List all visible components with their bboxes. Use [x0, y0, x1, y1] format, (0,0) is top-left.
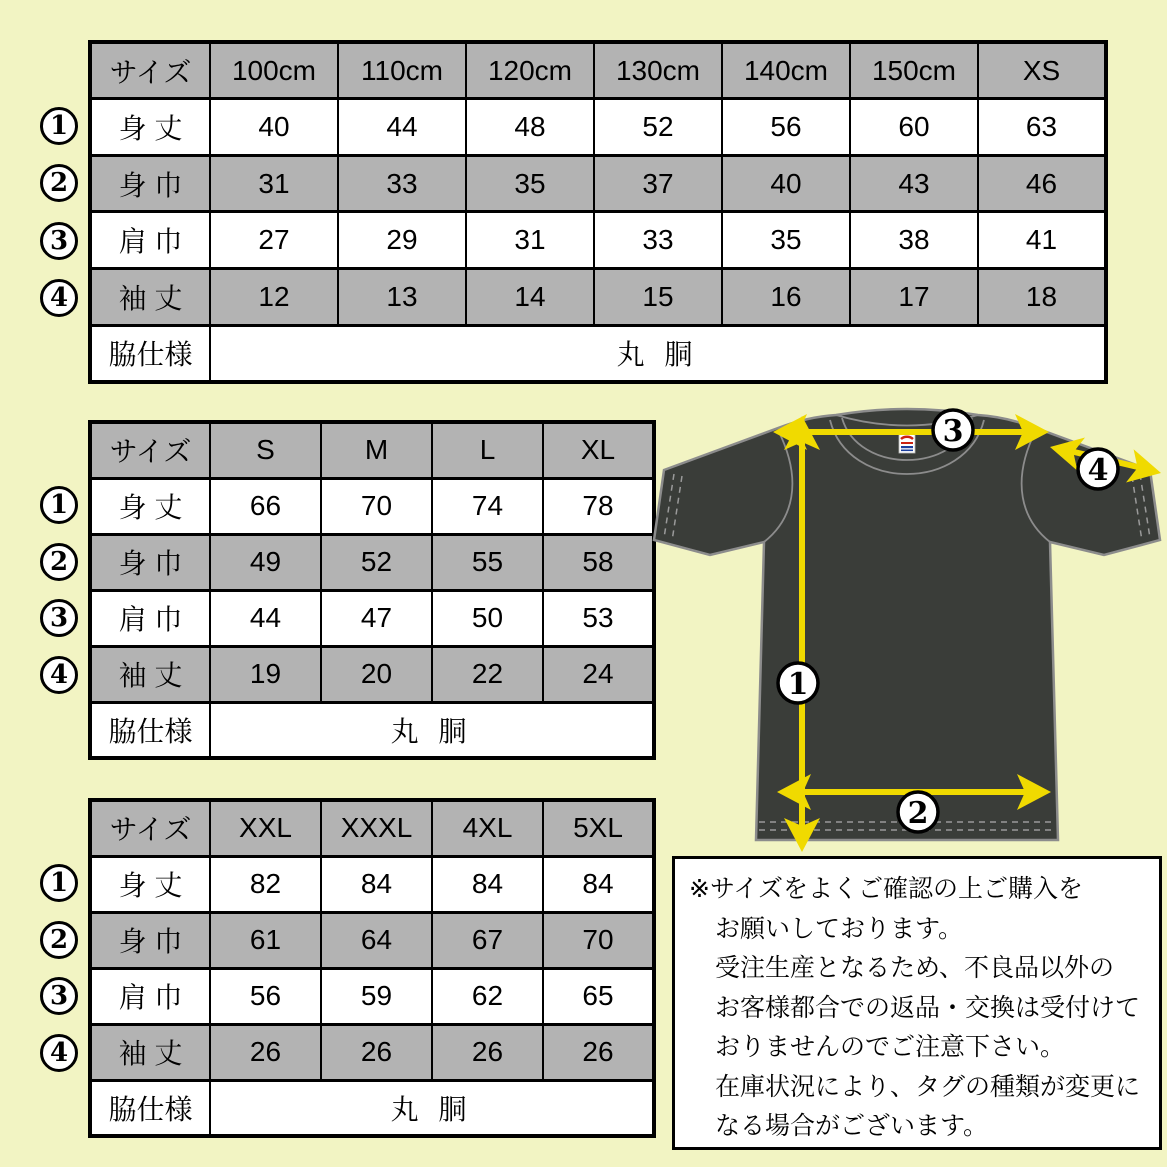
measure-value: 29: [338, 212, 466, 269]
measure-value: 19: [210, 646, 321, 702]
measure-value: 44: [210, 590, 321, 646]
row-marker-2: 2: [40, 543, 78, 581]
measure-value: 33: [594, 212, 722, 269]
notice-line: お客様都合での返品・交換は受付けて: [715, 993, 1141, 1022]
measure-row: [90, 912, 654, 968]
footer-label: 脇仕様: [90, 325, 210, 382]
size-column-header: XXL: [210, 800, 321, 856]
measure-value: 70: [321, 478, 432, 534]
diagram-marker-2: [898, 792, 938, 832]
measure-value: 26: [210, 1024, 321, 1080]
size-column-header: 130cm: [594, 42, 722, 99]
measure-value: 22: [432, 646, 543, 702]
measure-value: 47: [321, 590, 432, 646]
row-marker-4: 4: [40, 1034, 78, 1072]
size-column-header: XS: [978, 42, 1106, 99]
measure-value: 44: [338, 99, 466, 156]
size-column-header: XXXL: [321, 800, 432, 856]
measure-value: 24: [543, 646, 654, 702]
size-column-header: XL: [543, 422, 654, 478]
measure-value: 84: [432, 856, 543, 912]
row-marker-3: 3: [40, 222, 78, 260]
notice-line: お願いしております。: [715, 914, 964, 943]
diagram-marker-3: [933, 410, 973, 450]
footer-row: [90, 1080, 654, 1136]
measure-label: 身 巾: [90, 534, 210, 590]
notice-box: [672, 856, 1162, 1150]
notice-line: なる場合がございます。: [715, 1112, 989, 1140]
diagram-marker-1: [778, 663, 818, 703]
measure-value: 48: [466, 99, 594, 156]
footer-label: 脇仕様: [90, 1080, 210, 1136]
measure-value: 20: [321, 646, 432, 702]
measure-value: 62: [432, 968, 543, 1024]
measure-row: [90, 212, 1106, 269]
measure-value: 26: [321, 1024, 432, 1080]
measure-value: 16: [722, 269, 850, 326]
measure-value: 74: [432, 478, 543, 534]
measure-value: 70: [543, 912, 654, 968]
measure-value: 49: [210, 534, 321, 590]
measure-value: 55: [432, 534, 543, 590]
measure-value: 38: [850, 212, 978, 269]
measure-row: [90, 478, 654, 534]
size-column-header: 120cm: [466, 42, 594, 99]
notice-line: 受注生産となるため、不良品以外の: [715, 954, 1115, 982]
measure-row: [90, 856, 654, 912]
size-column-header: S: [210, 422, 321, 478]
size-table-adult: [88, 420, 656, 760]
svg-text:2: 2: [907, 796, 929, 831]
size-header: サイズ: [90, 800, 210, 856]
measure-row: [90, 646, 654, 702]
footer-row: [90, 702, 654, 758]
measure-value: 43: [850, 155, 978, 212]
measure-label: 肩 巾: [90, 968, 210, 1024]
measure-value: 63: [978, 99, 1106, 156]
measure-label: 肩 巾: [90, 590, 210, 646]
footer-value: 丸 胴: [210, 1080, 654, 1136]
measure-value: 60: [850, 99, 978, 156]
footer-row: [90, 325, 1106, 382]
measure-value: 12: [210, 269, 338, 326]
measure-value: 52: [321, 534, 432, 590]
big-size-table-block: [30, 798, 656, 1138]
measure-value: 84: [543, 856, 654, 912]
row-marker-2: 2: [40, 164, 78, 202]
notice-line: おりませんのでご注意下さい。: [715, 1033, 1066, 1061]
row-marker-4: 4: [40, 656, 78, 694]
measure-value: 40: [722, 155, 850, 212]
size-column-header: 4XL: [432, 800, 543, 856]
measure-value: 15: [594, 269, 722, 326]
row-markers-gutter: [30, 40, 88, 384]
svg-text:3: 3: [942, 414, 964, 449]
footer-value: 丸 胴: [210, 325, 1106, 382]
size-column-header: M: [321, 422, 432, 478]
row-marker-1: 1: [40, 107, 78, 145]
measure-value: 56: [722, 99, 850, 156]
measure-value: 78: [543, 478, 654, 534]
brand-tag-icon: [899, 434, 915, 453]
measure-value: 35: [722, 212, 850, 269]
measure-value: 37: [594, 155, 722, 212]
row-marker-3: 3: [40, 977, 78, 1015]
measure-label: 身 丈: [90, 856, 210, 912]
measure-row: [90, 1024, 654, 1080]
row-marker-1: 1: [40, 864, 78, 902]
row-marker-2: 2: [40, 921, 78, 959]
measure-value: 59: [321, 968, 432, 1024]
header-row: [90, 800, 654, 856]
measure-value: 40: [210, 99, 338, 156]
measure-value: 17: [850, 269, 978, 326]
size-header: サイズ: [90, 422, 210, 478]
measure-value: 67: [432, 912, 543, 968]
notice-line: ※サイズをよくご確認の上ご購入を: [689, 875, 1083, 903]
row-marker-1: 1: [40, 486, 78, 524]
size-column-header: 100cm: [210, 42, 338, 99]
svg-text:4: 4: [1087, 453, 1109, 488]
svg-text:1: 1: [787, 667, 809, 702]
measure-value: 18: [978, 269, 1106, 326]
header-row: [90, 42, 1106, 99]
size-column-header: 110cm: [338, 42, 466, 99]
measure-value: 61: [210, 912, 321, 968]
diagram-marker-4: [1078, 449, 1118, 489]
measure-value: 33: [338, 155, 466, 212]
tshirt-diagram: [652, 390, 1167, 868]
measure-label: 身 巾: [90, 912, 210, 968]
measure-value: 26: [543, 1024, 654, 1080]
measure-value: 82: [210, 856, 321, 912]
measure-value: 84: [321, 856, 432, 912]
measure-value: 31: [466, 212, 594, 269]
measure-label: 肩 巾: [90, 212, 210, 269]
measure-value: 50: [432, 590, 543, 646]
size-column-header: L: [432, 422, 543, 478]
measure-value: 58: [543, 534, 654, 590]
size-column-header: 5XL: [543, 800, 654, 856]
size-header: サイズ: [90, 42, 210, 99]
measure-label: 袖 丈: [90, 646, 210, 702]
measure-value: 35: [466, 155, 594, 212]
header-row: [90, 422, 654, 478]
size-column-header: 140cm: [722, 42, 850, 99]
row-marker-4: 4: [40, 279, 78, 317]
measure-label: 身 巾: [90, 155, 210, 212]
measure-value: 53: [543, 590, 654, 646]
measure-value: 56: [210, 968, 321, 1024]
measure-label: 身 丈: [90, 99, 210, 156]
row-markers-gutter: [30, 420, 88, 760]
measure-value: 13: [338, 269, 466, 326]
row-marker-3: 3: [40, 599, 78, 637]
notice-line: 在庫状況により、タグの種類が変更に: [715, 1072, 1141, 1101]
measure-value: 27: [210, 212, 338, 269]
kids-size-table-block: [30, 40, 1108, 384]
footer-value: 丸 胴: [210, 702, 654, 758]
measure-value: 41: [978, 212, 1106, 269]
measure-row: [90, 269, 1106, 326]
measure-row: [90, 99, 1106, 156]
adult-size-table-block: [30, 420, 656, 760]
size-table-big: [88, 798, 656, 1138]
measure-row: [90, 534, 654, 590]
measure-value: 52: [594, 99, 722, 156]
measure-value: 46: [978, 155, 1106, 212]
measure-label: 袖 丈: [90, 1024, 210, 1080]
measure-row: [90, 968, 654, 1024]
measure-value: 14: [466, 269, 594, 326]
measure-value: 66: [210, 478, 321, 534]
measure-value: 64: [321, 912, 432, 968]
measure-label: 身 丈: [90, 478, 210, 534]
size-table-kids: [88, 40, 1108, 384]
row-markers-gutter: [30, 798, 88, 1138]
measure-value: 26: [432, 1024, 543, 1080]
size-column-header: 150cm: [850, 42, 978, 99]
measure-value: 31: [210, 155, 338, 212]
measure-label: 袖 丈: [90, 269, 210, 326]
footer-label: 脇仕様: [90, 702, 210, 758]
measure-row: [90, 590, 654, 646]
measure-row: [90, 155, 1106, 212]
measure-value: 65: [543, 968, 654, 1024]
